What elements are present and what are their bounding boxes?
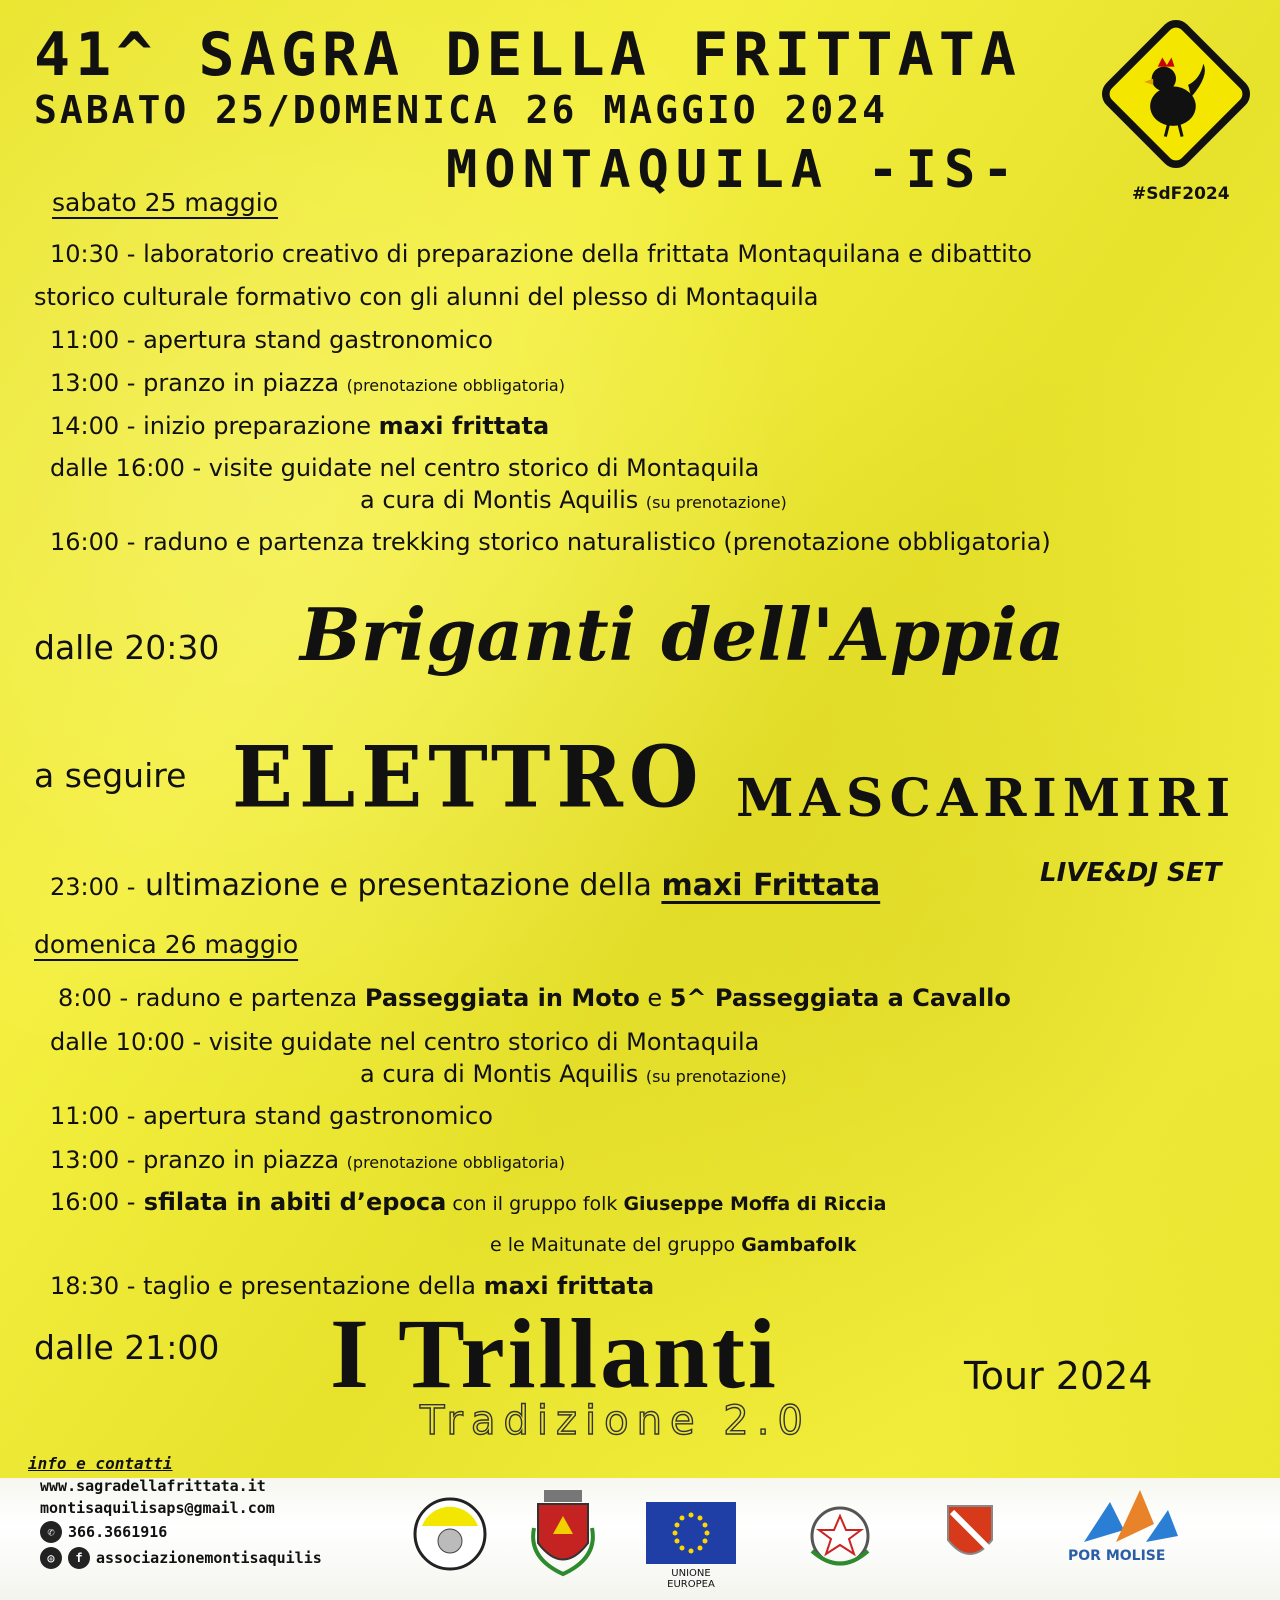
activity: a cura di Montis Aquilis xyxy=(360,486,646,514)
molise-region-crest-icon xyxy=(944,1502,996,1568)
sun-row-3: 11:00 - apertura stand gastronomico xyxy=(50,1102,493,1130)
live-dj-set: LIVE&DJ SET xyxy=(1040,858,1222,888)
sun-row-2: dalle 10:00 - visite guidate nel centro storico di Montaquila xyxy=(50,1028,760,1056)
time: 16:00 - xyxy=(50,1188,136,1216)
trillanti-subtitle: Tradizione 2.0 xyxy=(420,1398,811,1444)
italian-emblem-icon xyxy=(800,1496,880,1576)
note: (prenotazione obbligatoria) xyxy=(346,376,565,395)
time: 11:00 - xyxy=(50,326,136,354)
por-molise-label: POR MOLISE xyxy=(1068,1548,1166,1564)
sunday-heading: domenica 26 maggio xyxy=(34,930,299,959)
band-elettro: ELETTRO xyxy=(232,727,705,827)
sun-row-2b: a cura di Montis Aquilis (su prenotazione) xyxy=(360,1060,787,1088)
email-link[interactable]: montisaquilisaps@gmail.com xyxy=(40,1499,275,1517)
note: (su prenotazione) xyxy=(645,493,787,512)
rooster-sign-icon xyxy=(1100,18,1252,170)
sat-row-3 xyxy=(50,369,565,398)
activity: visite guidate nel centro storico di Montaquila xyxy=(201,454,760,482)
time: dalle 10:00 - xyxy=(50,1028,202,1056)
then-label: a seguire xyxy=(34,756,187,795)
activity: inizio preparazione xyxy=(135,412,379,440)
poster-place: MONTAQUILA -IS- xyxy=(446,140,1021,200)
highlight: maxi Frittata xyxy=(661,868,881,903)
band-trillanti: I Trillanti xyxy=(330,1298,779,1409)
poster-title: 41^ SAGRA DELLA FRITTATA xyxy=(34,20,1021,90)
contacts-title: info e contatti xyxy=(28,1454,173,1473)
social-handle: associazionemontisaquilis xyxy=(96,1549,322,1567)
sat-row-1b: storico culturale formativo con gli alunni del plesso di Montaquila xyxy=(34,283,819,311)
highlight: maxi frittata xyxy=(378,412,550,440)
time: 10:30 - xyxy=(50,240,136,268)
contacts-block xyxy=(28,1454,322,1569)
sat-row-5 xyxy=(50,454,759,483)
time: 16:00 - xyxy=(50,528,136,556)
band-briganti: Briganti dell'Appia xyxy=(300,592,1065,677)
facebook-icon: f xyxy=(68,1547,90,1569)
website-link[interactable]: www.sagradellafrittata.it xyxy=(40,1477,266,1495)
time: 13:00 - xyxy=(50,1146,136,1174)
time: 13:00 - xyxy=(50,369,136,397)
activity: laboratorio creativo di preparazione della frittata Montaquilana e dibattito xyxy=(135,240,1032,268)
time: dalle 16:00 - xyxy=(50,454,202,482)
eu-label: UNIONE EUROPEA xyxy=(667,1568,715,1590)
eu-flag-icon xyxy=(646,1502,736,1564)
sat-row-6 xyxy=(50,528,1051,557)
activity: pranzo in piazza xyxy=(135,369,347,397)
sat-row-1 xyxy=(50,240,1032,269)
tour-label: Tour 2024 xyxy=(964,1354,1153,1398)
sat-row-5b xyxy=(360,486,787,515)
social-row[interactable] xyxy=(40,1547,322,1569)
hashtag: #SdF2024 xyxy=(1132,184,1230,204)
instagram-icon: ◎ xyxy=(40,1547,62,1569)
sun-row-6: 18:30 - taglio e presentazione della maxi frittata xyxy=(50,1272,655,1300)
whatsapp-icon: ✆ xyxy=(40,1521,62,1543)
phone-number: 366.3661916 xyxy=(68,1523,168,1541)
saturday-heading: sabato 25 maggio xyxy=(52,188,278,217)
time: 11:00 - xyxy=(50,1102,136,1130)
time: 14:00 - xyxy=(50,412,136,440)
sun-row-5b: e le Maitunate del gruppo Gambafolk xyxy=(490,1234,857,1256)
activity: raduno e partenza trekking storico naturalistico (prenotazione obbligatoria) xyxy=(135,528,1051,556)
sun-row-1: 8:00 - raduno e partenza Passeggiata in Moto e 5^ Passeggiata a Cavallo xyxy=(58,984,1011,1012)
sat-final xyxy=(50,868,880,904)
municipal-crest-icon xyxy=(528,1488,598,1578)
phone-row[interactable] xyxy=(40,1521,322,1543)
band-mascarimiri: MASCARIMIRI xyxy=(736,768,1237,829)
sat-evening-time: dalle 20:30 xyxy=(34,628,220,667)
association-logo-icon xyxy=(412,1496,488,1572)
por-molise-logo-icon xyxy=(1076,1484,1186,1546)
time: 8:00 - xyxy=(58,984,129,1012)
sun-row-5: 16:00 - sfilata in abiti d’epoca con il gruppo folk Giuseppe Moffa di Riccia xyxy=(50,1188,887,1216)
activity: apertura stand gastronomico xyxy=(135,326,493,354)
sun-row-4: 13:00 - pranzo in piazza (prenotazione obbligatoria) xyxy=(50,1146,565,1174)
poster-dates: SABATO 25/DOMENICA 26 MAGGIO 2024 xyxy=(34,88,888,132)
activity: ultimazione e presentazione della xyxy=(135,868,662,903)
time: 23:00 - xyxy=(50,873,136,901)
sat-row-2 xyxy=(50,326,493,355)
time: 18:30 - xyxy=(50,1272,136,1300)
sat-row-4 xyxy=(50,412,549,441)
sun-evening-time: dalle 21:00 xyxy=(34,1328,220,1367)
